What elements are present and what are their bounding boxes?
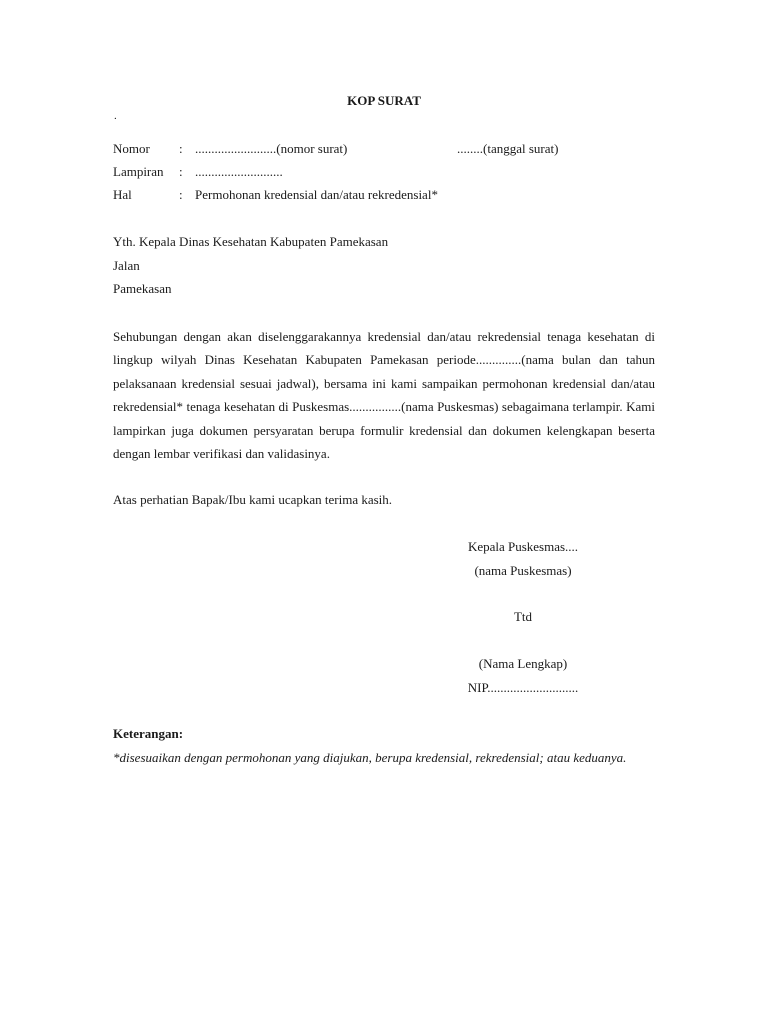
letter-title: KOP SURAT: [347, 93, 421, 108]
note-text: *disesuaikan dengan permohonan yang diajukan, berupa kredensial, rekredensial; atau keduanya.: [113, 750, 627, 765]
recipient-line1: Yth. Kepala Dinas Kesehatan Kabupaten Pamekasan: [113, 234, 389, 249]
lampiran-value: ...........................: [195, 164, 283, 179]
nomor-colon: :: [179, 141, 183, 156]
signature-position: Kepala Puskesmas....: [467, 539, 579, 554]
recipient-line3: Pamekasan: [113, 281, 172, 296]
nomor-label: Nomor: [113, 141, 150, 156]
body-paragraph: Sehubungan dengan akan diselenggarakannya kredensial dan/atau rekredensial tenaga kesehatan di lingkup wilyah Dinas Kesehatan Kabupaten Pamekasan periode..............(nama bulan dan tahun pelaksanaan kredensial sesuai jadwal), bersama ini kami sampaikan permohonan kredensial dan/atau rekredensial* tenaga kesehatan di Puskesmas................(nama Puskesmas) sebagaimana terlampir. Kami lampirkan juga dokumen persyaratan berupa formulir kredensial dan dokumen kelengkapan beserta dengan lembar verifikasi dan validasinya.: [113, 329, 655, 462]
nomor-value: .........................(nomor surat): [195, 141, 348, 156]
signature-name: (Nama Lengkap): [478, 656, 568, 671]
tanggal-value: ........(tanggal surat): [457, 141, 559, 156]
note-title: Keterangan:: [113, 726, 184, 741]
signature-institution: (nama Puskesmas): [474, 563, 572, 578]
signature-ttd: Ttd: [513, 609, 533, 624]
closing-text: Atas perhatian Bapak/Ibu kami ucapkan terima kasih.: [113, 492, 393, 507]
signature-nip: NIP............................: [467, 680, 579, 695]
hal-colon: :: [179, 187, 183, 202]
hal-label: Hal: [113, 187, 132, 202]
lampiran-colon: :: [179, 164, 183, 179]
lampiran-label: Lampiran: [113, 164, 164, 179]
hal-value: Permohonan kredensial dan/atau rekredensial*: [195, 187, 438, 202]
header-dot: .: [114, 110, 117, 122]
recipient-line2: Jalan: [113, 258, 140, 273]
